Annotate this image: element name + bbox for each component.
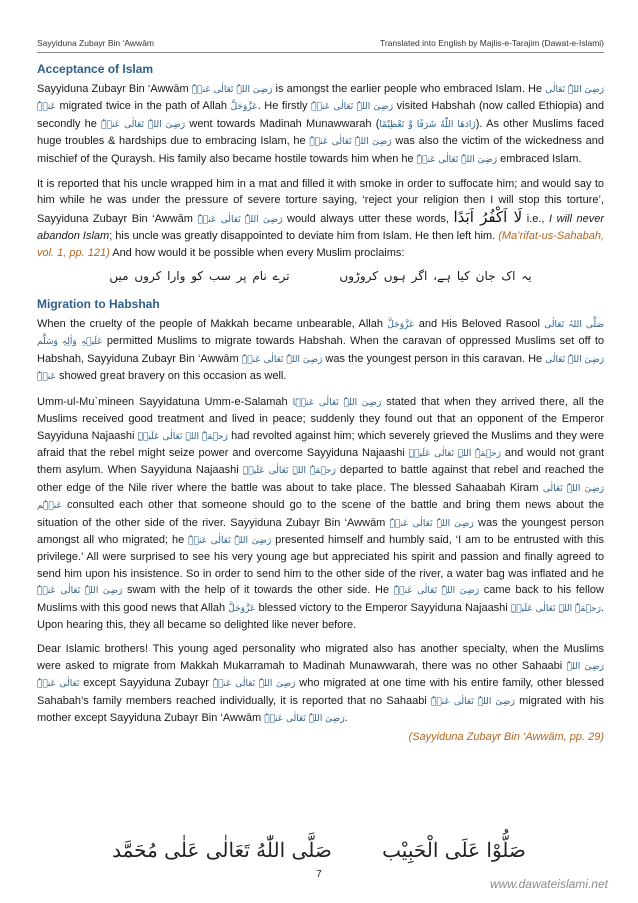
honorific: رَضِیَ اللہُ تَعَالٰی عَنۡہُ xyxy=(416,154,498,165)
urdu-couplet xyxy=(37,269,604,283)
durood-response: صَلَّى اللّٰهُ تَعَالٰى عَلٰى مُحَمَّد xyxy=(112,838,332,862)
honorific: رَضِیَ اللہُ تَعَالٰی عَنۡہُ xyxy=(197,214,283,225)
arabic-phrase: لَا اَكْفُرُ اَبَدًا xyxy=(453,207,523,226)
running-header xyxy=(37,38,604,53)
honorific: رَحۡمَۃُ اللہِ تَعَالٰی عَلَیۡہِ xyxy=(510,603,601,614)
honorific: رَضِیَ اللہُ تَعَالٰی عَنۡہُ xyxy=(37,85,605,113)
paragraph: Sayyiduna Zubayr Bin ‘Awwām رَضِیَ اللہُ تَعَالٰی عَنۡہُ is amongst the earlier people who embraced Islam. He رَضِیَ اللہُ تَعَالٰی عَنۡہُ migrated twice in the path of Allah عَزَّوَجَلَّ. He firstly رَضِیَ اللہُ تَعَالٰی عَنۡہُ visited Habshah (now called Ethiopia) and secondly he رَضِیَ اللہُ تَعَالٰی عَنۡہُ went towards Madinah Munawwarah (زَادَهَا اللّٰهُ شَرَفًا وَّ تَعْظِيْمًا). As other Muslims faced huge troubles & hardships due to embracing Islam, he رَضِیَ اللہُ تَعَالٰی عَنۡہُ was also the victim of the wickedness and mischief of the Quraysh. His family also became hostile towards him when he رَضِیَ اللہُ تَعَالٰی عَنۡہُ embraced Islam. xyxy=(37,83,605,165)
honorific: رَضِیَ اللہُ تَعَالٰی عَنۡہُ xyxy=(101,119,186,130)
citation: (Ma’rifat-us-Sahabah, vol. 1, pp. 121) xyxy=(37,230,604,259)
honorific: رَضِیَ اللہُ تَعَالٰی عَنۡہَا xyxy=(292,397,382,408)
header-book-title: Sayyiduna Zubayr Bin ‘Awwām xyxy=(37,38,155,48)
honorific: رَضِیَ اللہُ تَعَالٰی عَنۡہُ xyxy=(264,714,345,724)
website-link[interactable]: www.dawateislami.net xyxy=(489,877,608,891)
honorific: رَحۡمَۃُ اللہِ تَعَالٰی عَلَیۡہِ xyxy=(242,466,336,477)
honorific: رَضِیَ اللہُ تَعَالٰی عَنۡہُ xyxy=(212,679,296,690)
honorific: رَضِیَ اللہُ تَعَالٰی عَنۡہُ xyxy=(37,661,604,690)
honorific: رَضِیَ اللہُ تَعَالٰی عَنۡہُم xyxy=(37,483,604,512)
honorific: رَضِیَ اللہُ تَعَالٰی عَنۡہُ xyxy=(37,354,604,383)
honorific: رَضِیَ اللہُ تَعَالٰی عَنۡہُ xyxy=(389,518,474,529)
page-number: 7 xyxy=(316,869,322,880)
honorific: رَحۡمَۃُ اللہِ تَعَالٰی عَلَیۡہِ xyxy=(137,431,228,442)
citation-line xyxy=(37,729,604,745)
translation: I will never abandon Islam xyxy=(37,212,605,243)
honorific: عَزَّوَجَلَّ xyxy=(228,603,256,614)
honorific: رَضِیَ اللہُ تَعَالٰی عَنۡہُ xyxy=(37,586,123,597)
durood-line xyxy=(0,838,638,862)
honorific: عَزَّوَجَلَّ xyxy=(387,320,415,331)
citation: (Sayyiduna Zubayr Bin ‘Awwām, pp. 29) xyxy=(408,731,604,744)
honorific: عَزَّوَجَلَّ xyxy=(230,102,258,113)
urdu-hemistich-2: ترے نام پر سب کو وارا کروں میں xyxy=(109,269,290,284)
honorific: رَضِیَ اللہُ تَعَالٰی عَنۡہُ xyxy=(191,85,273,95)
page-content xyxy=(37,62,604,754)
honorific: زَادَهَا اللّٰهُ شَرَفًا وَّ تَعْظِيْمًا xyxy=(379,119,476,130)
urdu-hemistich-1: یہ اک جان کیا ہے، اگر ہوں کروڑوں xyxy=(339,269,532,284)
honorific: رَضِیَ اللہُ تَعَالٰی عَنۡہُ xyxy=(309,137,392,148)
paragraph: Dear Islamic brothers! This young aged personality who migrated also has another specialty, when the Muslims were asked to migrate from Makkah Mukarramah to Madinah Munawwarah, there was no other Sahaabi رَضِیَ اللہُ تَعَالٰی عَنۡہُ except Sayyiduna Zubayr رَضِیَ اللہُ تَعَالٰی عَنۡہُ who migrated at one time with his entire family, other blessed Sahabah’s family members reached individually, it is reported that no Sahaabi رَضِیَ اللہُ تَعَالٰی عَنۡہُ migrated with his mother except Sayyiduna Zubayr Bin ‘Awwām رَضِیَ اللہُ تَعَالٰی عَنۡہُ. xyxy=(37,643,604,724)
section-title-acceptance: Acceptance of Islam xyxy=(37,62,154,76)
paragraph: Umm-ul-Mu`mineen Sayyidatuna Umm-e-Salamah رَضِیَ اللہُ تَعَالٰی عَنۡہَا stated that when they arrived there, all the Muslims received good treatment and lived in peace; suddenly they found out that an opponent of the Emperor Sayyiduna Najaashi رَحۡمَۃُ اللہِ تَعَالٰی عَلَیۡہِ had revolted against him; which severely grieved the Muslims and they were afraid that the rebel might seize power and overcome Sayyiduna Najaashi رَحۡمَۃُ اللہِ تَعَالٰی عَلَیۡہِ and would not grant them asylum. When Sayyiduna Najaashi رَحۡمَۃُ اللہِ تَعَالٰی عَلَیۡہِ departed to battle against that rebel and reached the other edge of the Nile river where the battle was about to take place. The blessed Sahaabah Kiram رَضِیَ اللہُ تَعَالٰی عَنۡہُم consulted each other that someone should go to the scene of the battle and bring them news about the situation of the other side of the river. Sayyiduna Zubayr Bin ‘Awwām رَضِیَ اللہُ تَعَالٰی عَنۡہُ was the youngest person amongst all who migrated; he رَضِیَ اللہُ تَعَالٰی عَنۡہُ presented himself and humbly said, ‘I am to be entrusted with this privilege.’ All were surprised to see his very young age but appreciated his spirit and passion and finally agreed to send him upon his insistence. So in order to send him to the other side of the river, a water bag was inflated and he رَضِیَ اللہُ تَعَالٰی عَنۡہُ swam with the help of it towards the other side. He رَضِیَ اللہُ تَعَالٰی عَنۡہُ came back to his fellow Muslims with this good news that Allah عَزَّوَجَلَّ blessed victory to the Emperor Sayyiduna Najaashi رَحۡمَۃُ اللہِ تَعَالٰی عَلَیۡہِ. Upon hearing this, they all became so delighted like never before. xyxy=(37,395,605,631)
honorific: رَضِیَ اللہُ تَعَالٰی عَنۡہُ xyxy=(393,586,480,597)
honorific: رَضِیَ اللہُ تَعَالٰی عَنۡہُ xyxy=(430,696,515,707)
section-title-migration: Migration to Habshah xyxy=(37,297,160,312)
header-translator: Translated into English by Majlis-e-Tarajim (Dawat-e-Islami) xyxy=(379,38,604,48)
durood-call: صَلُّوْا عَلَى الْحَبِيْب xyxy=(382,838,526,862)
paragraph: When the cruelty of the people of Makkah became unbearable, Allah عَزَّوَجَلَّ and His Beloved Rasool صَلَّی اللہُ تَعَالٰی عَلَیۡہِ وَاٰلِہٖ وَسَلَّم permitted Muslims to migrate towards Habshah. When the caravan of oppressed Muslims set off to Habshah, Sayyiduna Zubayr Bin ‘Awwām رَضِیَ اللہُ تَعَالٰی عَنۡہُ was the youngest person in this caravan. He رَضِیَ اللہُ تَعَالٰی عَنۡہُ showed great bravery on this occasion as well. xyxy=(37,318,604,383)
paragraph: It is reported that his uncle wrapped him in a mat and filled it with smoke in order to suffocate him; and would say to him while he was under the pressure of severe torture saying, ‘reject your religion then I will stop this torture’, Sayyiduna Zubayr Bin ‘Awwām رَضِیَ اللہُ تَعَالٰی عَنۡہُ would always utter these words, لَا اَكْفُرُ اَبَدًا i.e., I will never abandon Islam; his uncle was greatly disappointed to deviate him from Islam. He then left him. (Ma’rifat-us-Sahabah, vol. 1, pp. 121) And how would it be possible when every Muslim proclaims: xyxy=(37,178,605,259)
honorific: رَحۡمَۃُ اللہِ تَعَالٰی عَلَیۡہِ xyxy=(408,448,502,459)
honorific: رَضِیَ اللہُ تَعَالٰی عَنۡہُ xyxy=(311,102,394,113)
honorific: رَضِیَ اللہُ تَعَالٰی عَنۡہُ xyxy=(188,535,272,546)
honorific: صَلَّی اللہُ تَعَالٰی عَلَیۡہِ وَاٰلِہٖ وَسَلَّم xyxy=(37,320,604,348)
honorific: رَضِیَ اللہُ تَعَالٰی عَنۡہُ xyxy=(241,354,323,365)
